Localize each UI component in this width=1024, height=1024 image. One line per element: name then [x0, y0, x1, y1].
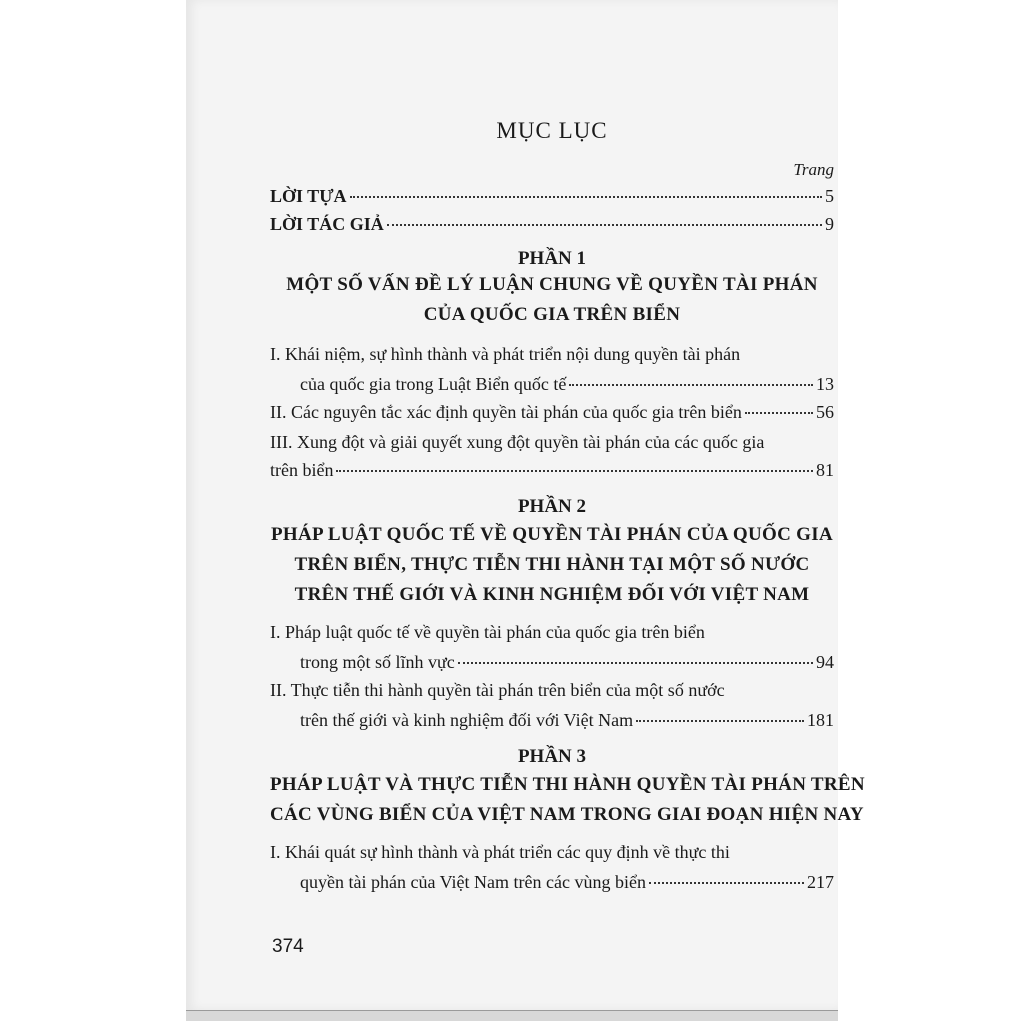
- toc-item-entry[interactable]: [300, 710, 834, 731]
- toc-entry-front[interactable]: [270, 214, 834, 235]
- leader-dots: [387, 224, 822, 226]
- toc-entry-label: LỜI TỰA: [270, 186, 347, 206]
- toc-item-page: 94: [816, 652, 834, 672]
- toc-item-page: 56: [816, 402, 834, 422]
- leader-dots: [336, 470, 813, 472]
- toc-item-page: 217: [807, 872, 834, 892]
- toc-entry-label: LỜI TÁC GIẢ: [270, 214, 384, 234]
- toc-item-line[interactable]: I. Pháp luật quốc tế về quyền tài phán của quốc gia trên biển: [270, 622, 705, 642]
- toc-item-line: của quốc gia trong Luật Biển quốc tế: [300, 374, 567, 394]
- toc-item-page: 81: [816, 460, 834, 480]
- page-edge: [186, 1010, 838, 1021]
- toc-entry-page: 5: [825, 186, 834, 206]
- toc-entry-page: 9: [825, 214, 834, 234]
- part-title-line: MỘT SỐ VẤN ĐỀ LÝ LUẬN CHUNG VỀ QUYỀN TÀI PHÁN: [286, 274, 818, 295]
- part-title-line: TRÊN THẾ GIỚI VÀ KINH NGHIỆM ĐỐI VỚI VIỆT NAM: [294, 584, 810, 605]
- toc-item-entry[interactable]: [300, 374, 834, 395]
- part-title-line: CỦA QUỐC GIA TRÊN BIỂN: [423, 304, 681, 325]
- leader-dots: [458, 662, 813, 664]
- toc-item-line[interactable]: I. Khái niệm, sự hình thành và phát triển nội dung quyền tài phán: [270, 344, 741, 364]
- part-title-line: CÁC VÙNG BIỂN CỦA VIỆT NAM TRONG GIAI ĐOẠN HIỆN NAY: [270, 804, 864, 825]
- toc-item-line: trên thế giới và kinh nghiệm đối với Việt Nam: [300, 710, 634, 730]
- toc-item-line[interactable]: II. Thực tiễn thi hành quyền tài phán trên biển của một số nước: [270, 680, 725, 700]
- leader-dots: [350, 196, 822, 198]
- part-title-line: PHÁP LUẬT VÀ THỰC TIỄN THI HÀNH QUYỀN TÀI PHÁN TRÊN: [270, 774, 865, 795]
- part-heading: PHẦN 3: [517, 746, 587, 767]
- toc-item-entry[interactable]: [300, 872, 834, 893]
- leader-dots: [569, 384, 813, 386]
- part-heading: PHẦN 2: [517, 496, 587, 517]
- toc-item-line: quyền tài phán của Việt Nam trên các vùng biển: [300, 872, 646, 892]
- part-title-line: PHÁP LUẬT QUỐC TẾ VỀ QUYỀN TÀI PHÁN CỦA QUỐC GIA: [271, 524, 833, 545]
- toc-item-line: II. Các nguyên tắc xác định quyền tài phán của quốc gia trên biển: [270, 402, 742, 422]
- toc-item-line: trong một số lĩnh vực: [300, 652, 455, 672]
- page-column-label: Trang: [793, 160, 834, 179]
- toc-item-page: 13: [816, 374, 834, 394]
- page-number: 374: [272, 936, 304, 957]
- toc-item-line[interactable]: I. Khái quát sự hình thành và phát triển các quy định về thực thi: [270, 842, 730, 862]
- leader-dots: [636, 720, 804, 722]
- toc-item-line: trên biển: [270, 460, 334, 480]
- toc-item-entry[interactable]: [270, 460, 834, 481]
- toc-entry-front[interactable]: [270, 186, 834, 207]
- leader-dots: [649, 882, 804, 884]
- part-title-line: TRÊN BIỂN, THỰC TIỄN THI HÀNH TẠI MỘT SỐ NƯỚC: [294, 554, 810, 575]
- toc-item-entry[interactable]: [270, 402, 834, 423]
- leader-dots: [745, 412, 813, 414]
- toc-title: MỤC LỤC: [496, 118, 608, 143]
- toc-item-line[interactable]: III. Xung đột và giải quyết xung đột quyền tài phán của các quốc gia: [270, 432, 765, 452]
- part-heading: PHẦN 1: [517, 248, 587, 269]
- toc-item-entry[interactable]: [300, 652, 834, 673]
- toc-item-page: 181: [807, 710, 834, 730]
